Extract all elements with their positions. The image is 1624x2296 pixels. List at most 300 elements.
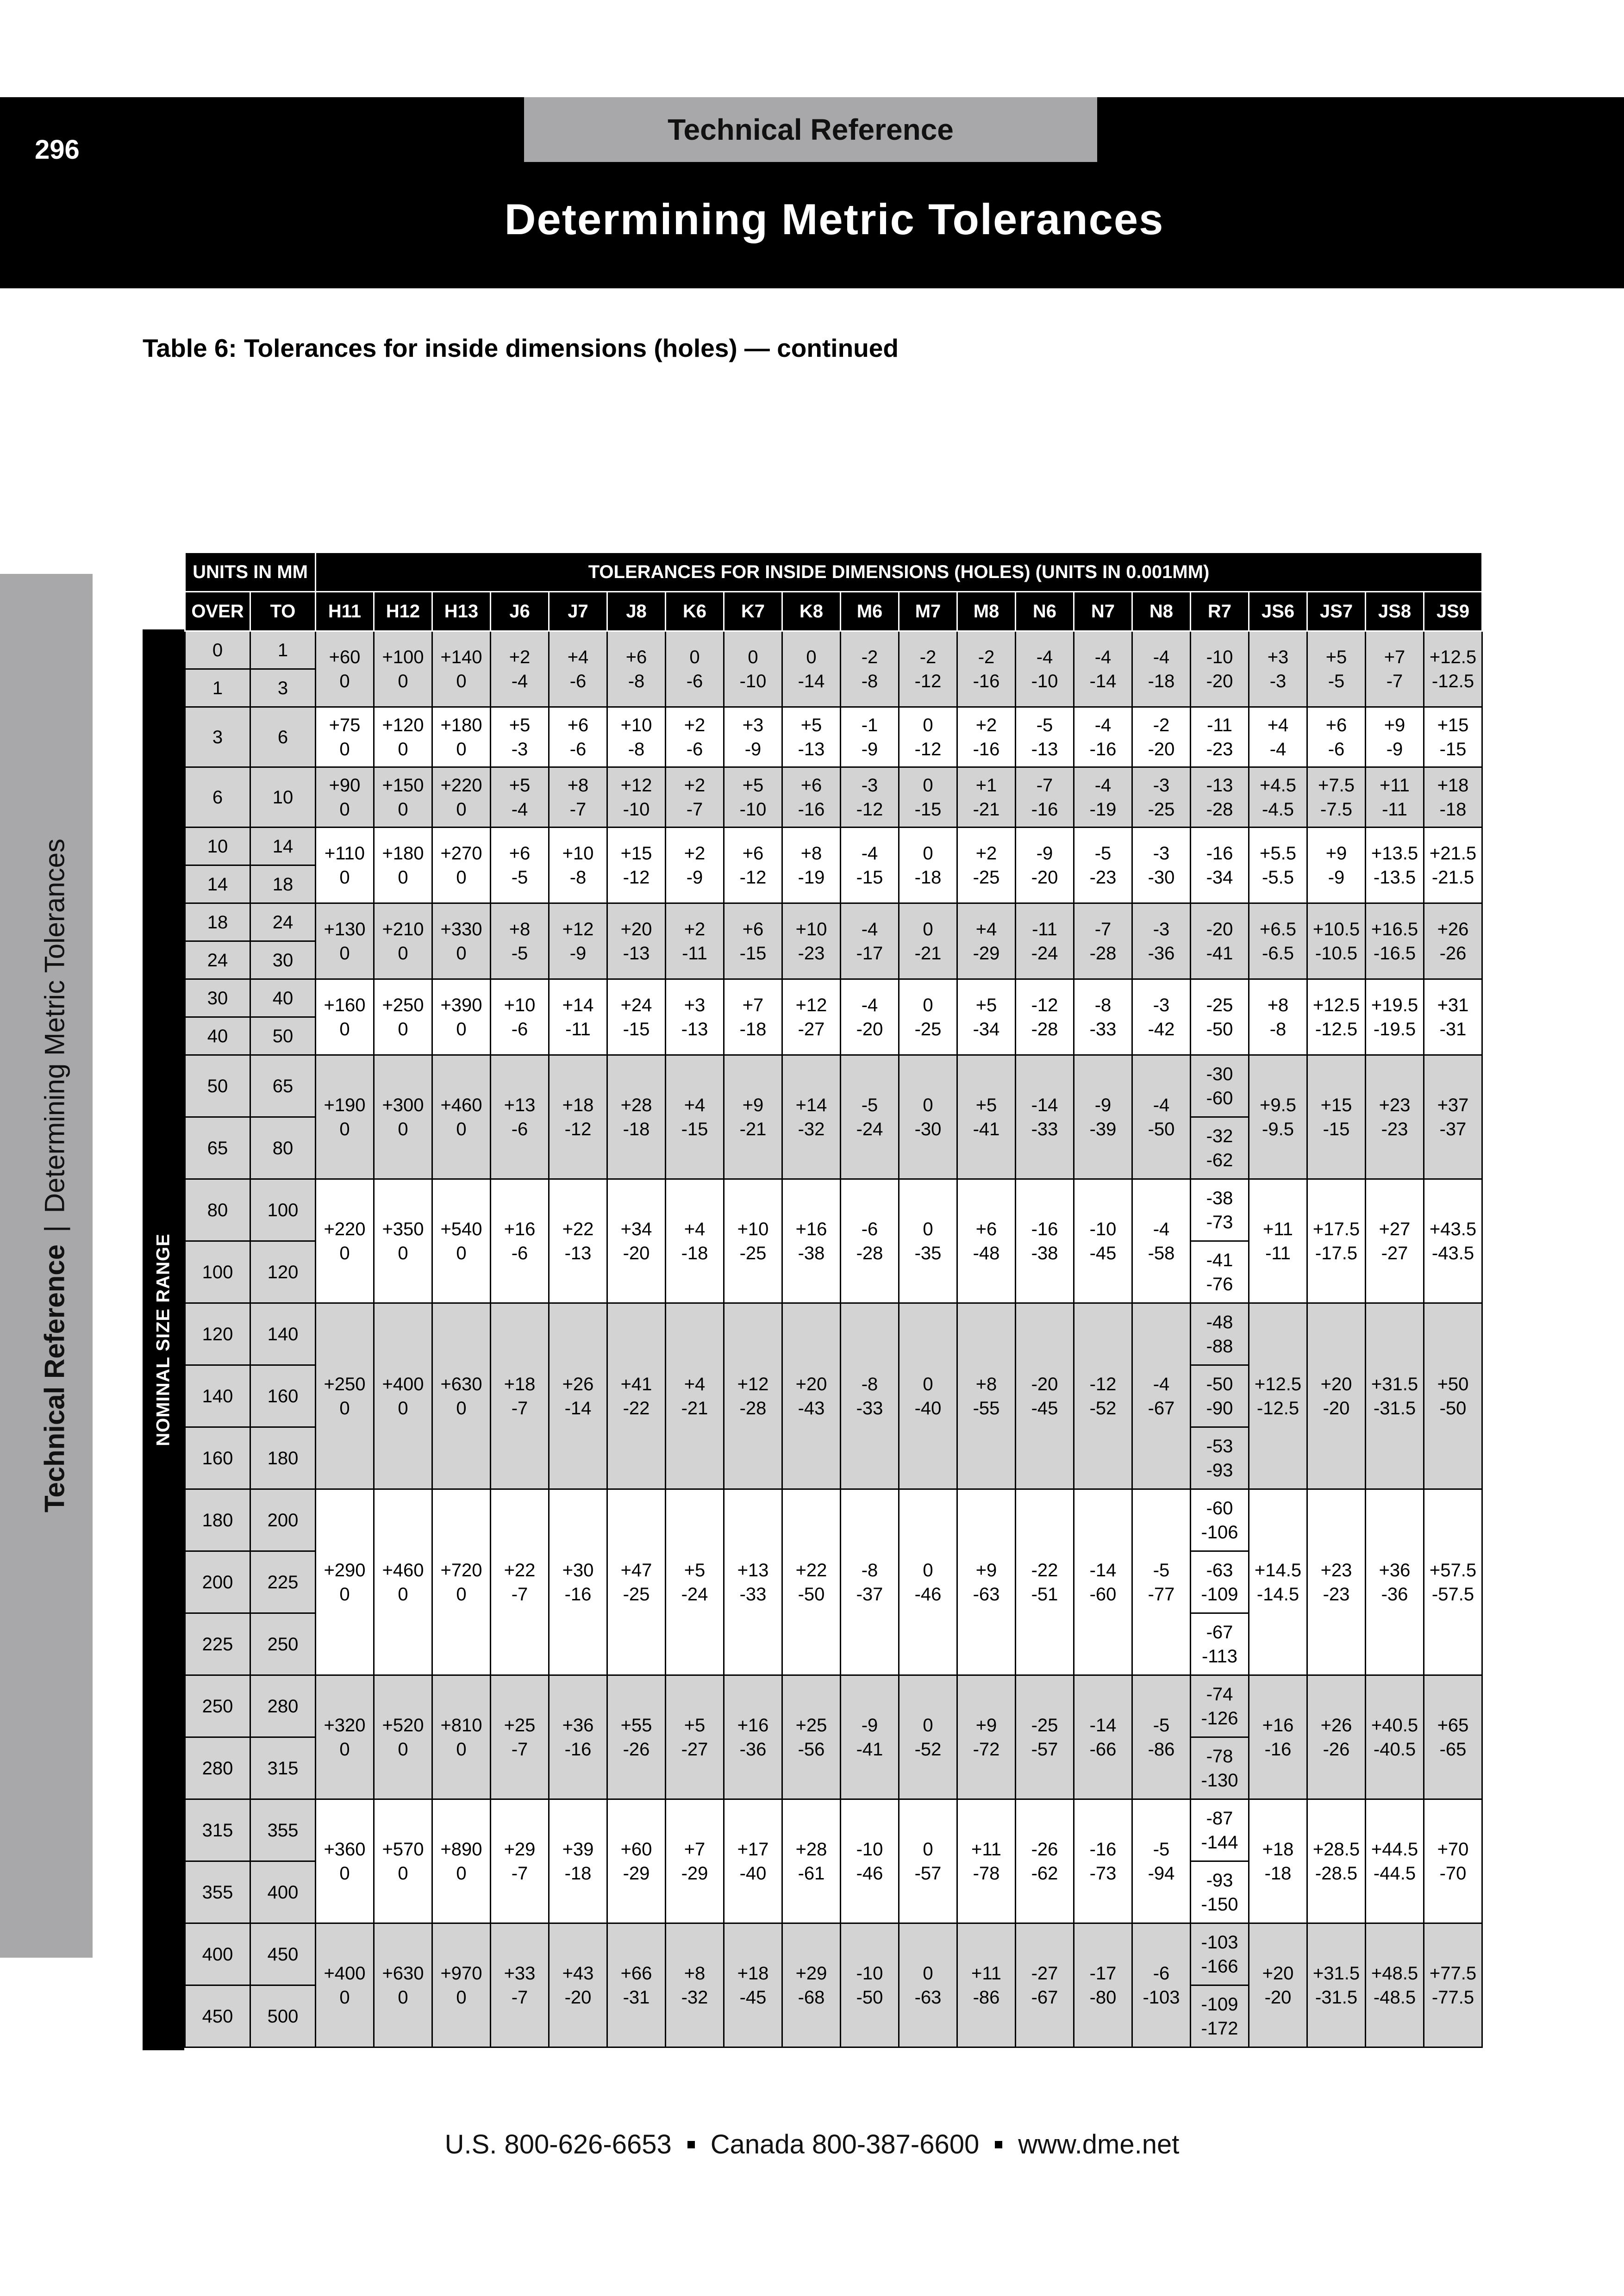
tolerance-value-cell <box>1191 631 1249 707</box>
lower-deviation: -113 <box>1201 1646 1238 1667</box>
lower-deviation: -67 <box>1148 1398 1175 1419</box>
tolerance-value-cell <box>899 1675 957 1799</box>
upper-deviation: +29 <box>504 1839 536 1860</box>
upper-deviation: -93 <box>1206 1870 1233 1891</box>
tolerance-value-cell <box>491 979 549 1055</box>
lower-deviation: -7 <box>511 1987 528 2008</box>
r7-value-cell <box>1191 1613 1249 1675</box>
tolerance-value-cell <box>1249 767 1307 828</box>
r7-value-cell <box>1191 1303 1249 1365</box>
lower-deviation: -86 <box>1148 1739 1175 1760</box>
upper-deviation: +400 <box>324 1963 366 1984</box>
lower-deviation: -8 <box>628 671 645 691</box>
col-header: JS8 <box>1366 592 1424 631</box>
upper-deviation: +16 <box>1262 1715 1294 1736</box>
upper-deviation: -26 <box>1031 1839 1058 1860</box>
upper-deviation: +65 <box>1437 1715 1469 1736</box>
lower-deviation: -6 <box>569 671 587 691</box>
lower-deviation: -7 <box>511 1398 528 1419</box>
lower-deviation: -40.5 <box>1373 1739 1416 1760</box>
upper-deviation: -3 <box>861 775 878 796</box>
upper-deviation: +7 <box>1384 647 1405 667</box>
lower-deviation: 0 <box>339 1243 350 1263</box>
lower-deviation: -8 <box>569 867 587 888</box>
upper-deviation: -7 <box>1094 919 1112 940</box>
tolerance-value-cell <box>374 1489 432 1675</box>
upper-deviation: +360 <box>324 1839 366 1860</box>
upper-deviation: +31.5 <box>1371 1374 1418 1394</box>
upper-deviation: 0 <box>923 1219 933 1239</box>
upper-deviation: +12.5 <box>1254 1374 1302 1394</box>
upper-deviation: +290 <box>324 1560 366 1580</box>
upper-deviation: -5 <box>1153 1715 1170 1736</box>
upper-deviation: +15 <box>1320 1095 1352 1115</box>
tolerance-value-cell <box>491 1675 549 1799</box>
upper-deviation: +6 <box>742 919 764 940</box>
upper-deviation: +16 <box>737 1715 769 1736</box>
tolerance-value-cell <box>666 707 724 767</box>
lower-deviation: -18 <box>1439 799 1467 820</box>
lower-deviation: -32 <box>681 1987 708 2008</box>
lower-deviation: -25 <box>739 1243 767 1263</box>
lower-deviation: -31.5 <box>1315 1987 1358 2008</box>
lower-deviation: 0 <box>339 1739 350 1760</box>
tolerance-value-cell <box>374 1055 432 1179</box>
size-over-cell: 80 <box>185 1179 250 1241</box>
tolerance-value-cell <box>1366 767 1424 828</box>
lower-deviation: -24 <box>681 1584 708 1605</box>
upper-deviation: 0 <box>923 1839 933 1860</box>
upper-deviation: -4 <box>1036 647 1053 667</box>
tolerance-value-cell <box>1424 979 1482 1055</box>
lower-deviation: -13 <box>623 943 650 964</box>
tolerance-value-cell <box>841 828 899 903</box>
tolerance-value-cell <box>1074 1799 1132 1923</box>
upper-deviation: +26 <box>562 1374 594 1394</box>
upper-deviation: +77.5 <box>1429 1963 1477 1984</box>
tolerance-value-cell <box>316 631 374 707</box>
upper-deviation: -63 <box>1206 1560 1233 1580</box>
tolerance-value-cell <box>607 828 666 903</box>
tolerance-value-cell <box>782 1179 841 1303</box>
upper-deviation: -78 <box>1206 1746 1233 1767</box>
col-header: H11 <box>316 592 374 631</box>
tolerance-value-cell <box>316 1675 374 1799</box>
upper-deviation: +220 <box>440 775 482 796</box>
upper-deviation: +31.5 <box>1312 1963 1360 1984</box>
tolerance-value-cell <box>899 631 957 707</box>
upper-deviation: +6 <box>975 1219 997 1239</box>
tolerance-value-cell <box>1424 1055 1482 1179</box>
upper-deviation: +48.5 <box>1371 1963 1418 1984</box>
lower-deviation: 0 <box>339 739 350 759</box>
lower-deviation: -12 <box>564 1119 592 1139</box>
tolerance-value-cell <box>1074 707 1132 767</box>
upper-deviation: 0 <box>923 919 933 940</box>
upper-deviation: +41 <box>620 1374 652 1394</box>
tolerance-value-cell <box>1366 828 1424 903</box>
r7-value-cell <box>1191 1985 1249 2047</box>
lower-deviation: -14 <box>564 1398 592 1419</box>
lower-deviation: -11 <box>682 943 707 964</box>
tolerance-value-cell <box>1249 1055 1307 1179</box>
tolerance-value-cell <box>666 1055 724 1179</box>
upper-deviation: -4 <box>1094 647 1112 667</box>
tolerance-value-cell <box>316 1489 374 1675</box>
lower-deviation: -38 <box>798 1243 825 1263</box>
lower-deviation: -12 <box>914 671 942 691</box>
lower-deviation: -20 <box>1206 671 1233 691</box>
tolerance-value-cell <box>1249 903 1307 979</box>
tolerance-value-cell <box>724 828 782 903</box>
lower-deviation: -6.5 <box>1262 943 1294 964</box>
tolerance-value-cell <box>957 1179 1016 1303</box>
upper-deviation: +26 <box>1437 919 1469 940</box>
footer-contact <box>0 2129 1624 2160</box>
upper-deviation: +4 <box>567 647 589 667</box>
lower-deviation: -14 <box>1089 671 1117 691</box>
lower-deviation: -103 <box>1143 1987 1180 2008</box>
lower-deviation: -13 <box>1031 739 1058 759</box>
upper-deviation: -1 <box>861 715 878 735</box>
upper-deviation: -22 <box>1031 1560 1058 1580</box>
lower-deviation: 0 <box>339 1987 350 2008</box>
lower-deviation: -9 <box>1328 867 1345 888</box>
tolerance-value-cell <box>1016 1799 1074 1923</box>
lower-deviation: -109 <box>1201 1584 1238 1605</box>
upper-deviation: +9 <box>975 1560 997 1580</box>
lower-deviation: -50 <box>1206 1019 1233 1039</box>
lower-deviation: -10 <box>623 799 650 820</box>
size-over-cell: 14 <box>185 865 250 903</box>
tolerance-value-cell <box>549 903 607 979</box>
upper-deviation: +8 <box>800 843 822 864</box>
upper-deviation: -41 <box>1206 1250 1233 1270</box>
table-row <box>185 1675 1482 1737</box>
lower-deviation: -6 <box>1328 739 1345 759</box>
tolerance-value-cell <box>432 707 491 767</box>
tolerance-value-cell <box>1074 1675 1132 1799</box>
lower-deviation: -20 <box>1323 1398 1350 1419</box>
upper-deviation: +3 <box>684 995 706 1015</box>
lower-deviation: -106 <box>1201 1522 1238 1543</box>
upper-deviation: +23 <box>1379 1095 1411 1115</box>
tolerance-value-cell <box>1132 979 1191 1055</box>
tolerance-value-cell <box>1132 707 1191 767</box>
tolerance-value-cell <box>491 903 549 979</box>
tolerance-value-cell <box>549 1489 607 1675</box>
tolerance-value-cell <box>957 1675 1016 1799</box>
upper-deviation: 0 <box>923 1715 933 1736</box>
lower-deviation: -27 <box>681 1739 708 1760</box>
upper-deviation: +5 <box>800 715 822 735</box>
tolerance-value-cell <box>1074 828 1132 903</box>
size-to-cell: 450 <box>250 1923 316 1985</box>
tolerance-value-cell <box>1366 707 1424 767</box>
tolerance-value-cell <box>724 1799 782 1923</box>
upper-deviation: +350 <box>382 1219 424 1239</box>
lower-deviation: -65 <box>1439 1739 1467 1760</box>
lower-deviation: -16 <box>798 799 825 820</box>
tolerance-value-cell <box>841 1055 899 1179</box>
upper-deviation: +220 <box>324 1219 366 1239</box>
upper-deviation: +23 <box>1320 1560 1352 1580</box>
upper-deviation: +460 <box>440 1095 482 1115</box>
tolerance-value-cell <box>1249 1179 1307 1303</box>
col-header: M7 <box>899 592 957 631</box>
tolerance-value-cell <box>724 903 782 979</box>
table-row <box>185 707 1482 767</box>
tolerance-value-cell <box>957 767 1016 828</box>
tolerance-value-cell <box>957 1303 1016 1489</box>
lower-deviation: 0 <box>398 1987 408 2008</box>
lower-deviation: -8 <box>628 739 645 759</box>
lower-deviation: -88 <box>1206 1336 1233 1356</box>
lower-deviation: -90 <box>1206 1398 1233 1419</box>
upper-deviation: +13.5 <box>1371 843 1418 864</box>
upper-deviation: +10 <box>795 919 827 940</box>
tolerance-value-cell <box>1307 903 1366 979</box>
page-title: Determining Metric Tolerances <box>504 195 1164 243</box>
upper-deviation: -14 <box>1089 1560 1117 1580</box>
upper-deviation: -5 <box>1153 1839 1170 1860</box>
upper-deviation: +31 <box>1437 995 1469 1015</box>
lower-deviation: 0 <box>456 1398 467 1419</box>
size-over-cell: 280 <box>185 1737 250 1799</box>
upper-deviation: +14 <box>562 995 594 1015</box>
tolerance-value-cell <box>607 903 666 979</box>
lower-deviation: -7 <box>569 799 587 820</box>
tolerance-value-cell <box>899 1799 957 1923</box>
upper-deviation: -20 <box>1031 1374 1058 1394</box>
lower-deviation: -6 <box>686 671 703 691</box>
upper-deviation: +9.5 <box>1260 1095 1296 1115</box>
lower-deviation: -14 <box>798 671 825 691</box>
tolerance-value-cell <box>316 1923 374 2047</box>
upper-deviation: +18 <box>562 1095 594 1115</box>
lower-deviation: 0 <box>456 1019 467 1039</box>
upper-deviation: +40.5 <box>1371 1715 1418 1736</box>
upper-deviation: +520 <box>382 1715 424 1736</box>
lower-deviation: -23 <box>798 943 825 964</box>
upper-deviation: -16 <box>1089 1839 1117 1860</box>
side-tab-primary: Technical Reference <box>39 1244 70 1512</box>
upper-deviation: +21.5 <box>1429 843 1477 864</box>
upper-deviation: -6 <box>1153 1963 1170 1984</box>
upper-deviation: +12 <box>737 1374 769 1394</box>
upper-deviation: +4 <box>975 919 997 940</box>
lower-deviation: -31.5 <box>1373 1398 1416 1419</box>
tolerance-value-cell <box>724 1675 782 1799</box>
upper-deviation: +10 <box>562 843 594 864</box>
lower-deviation: -40 <box>914 1398 942 1419</box>
tolerance-value-cell <box>1191 903 1249 979</box>
lower-deviation: -41 <box>1206 943 1233 964</box>
lower-deviation: -33 <box>739 1584 767 1605</box>
upper-deviation: -2 <box>919 647 937 667</box>
lower-deviation: -9 <box>1386 739 1403 759</box>
lower-deviation: 0 <box>339 1398 350 1419</box>
lower-deviation: -4.5 <box>1262 799 1294 820</box>
tolerance-value-cell <box>841 1923 899 2047</box>
lower-deviation: -15 <box>681 1119 708 1139</box>
tolerance-value-cell <box>432 767 491 828</box>
footer-website: www.dme.net <box>1018 2129 1180 2159</box>
size-to-cell: 140 <box>250 1303 316 1365</box>
upper-deviation: +3 <box>1267 647 1289 667</box>
upper-deviation: +5 <box>509 775 531 796</box>
tolerance-value-cell <box>1424 1489 1482 1675</box>
lower-deviation: 0 <box>339 799 350 820</box>
tolerance-value-cell <box>491 1055 549 1179</box>
lower-deviation: 0 <box>339 867 350 888</box>
tolerance-value-cell <box>1366 1675 1424 1799</box>
tolerance-value-cell <box>432 1055 491 1179</box>
tolerance-value-cell <box>1366 1055 1424 1179</box>
size-over-cell: 140 <box>185 1365 250 1427</box>
upper-deviation: -3 <box>1153 775 1170 796</box>
upper-deviation: +250 <box>324 1374 366 1394</box>
lower-deviation: 0 <box>456 739 467 759</box>
lower-deviation: -66 <box>1089 1739 1117 1760</box>
upper-deviation: -38 <box>1206 1188 1233 1208</box>
lower-deviation: -12 <box>856 799 883 820</box>
lower-deviation: -41 <box>973 1119 1000 1139</box>
col-header: K7 <box>724 592 782 631</box>
upper-deviation: +4.5 <box>1260 775 1296 796</box>
upper-deviation: +5 <box>509 715 531 735</box>
tolerance-value-cell <box>1132 631 1191 707</box>
upper-deviation: +13 <box>737 1560 769 1580</box>
size-over-cell: 225 <box>185 1613 250 1675</box>
upper-deviation: +34 <box>620 1219 652 1239</box>
tolerance-value-cell <box>1074 903 1132 979</box>
tolerance-value-cell <box>491 1179 549 1303</box>
tolerance-value-cell <box>491 828 549 903</box>
upper-deviation: -2 <box>978 647 995 667</box>
bullet-icon <box>687 2141 695 2148</box>
upper-deviation: -74 <box>1206 1684 1233 1705</box>
upper-deviation: +2 <box>684 843 706 864</box>
lower-deviation: -77.5 <box>1431 1987 1474 2008</box>
lower-deviation: -29 <box>973 943 1000 964</box>
upper-deviation: +9 <box>1384 715 1405 735</box>
tolerance-value-cell <box>1424 1179 1482 1303</box>
tolerance-value-cell <box>432 828 491 903</box>
lower-deviation: -55 <box>973 1398 1000 1419</box>
upper-deviation: -4 <box>1153 1219 1170 1239</box>
tolerance-value-cell <box>666 631 724 707</box>
col-header: M6 <box>841 592 899 631</box>
tolerance-value-cell <box>432 979 491 1055</box>
upper-deviation: +27 <box>1379 1219 1411 1239</box>
lower-deviation: -23 <box>1381 1119 1408 1139</box>
tolerance-value-cell <box>1424 903 1482 979</box>
upper-deviation: 0 <box>923 1963 933 1984</box>
upper-deviation: -7 <box>1036 775 1053 796</box>
upper-deviation: +390 <box>440 995 482 1015</box>
upper-deviation: +9 <box>1325 843 1347 864</box>
lower-deviation: -25 <box>623 1584 650 1605</box>
lower-deviation: -18 <box>564 1863 592 1884</box>
table-row <box>185 1303 1482 1365</box>
lower-deviation: 0 <box>456 1243 467 1263</box>
lower-deviation: -78 <box>973 1863 1000 1884</box>
upper-deviation: +180 <box>382 843 424 864</box>
size-over-cell: 30 <box>185 979 250 1017</box>
upper-deviation: -6 <box>861 1219 878 1239</box>
tolerance-value-cell <box>432 1489 491 1675</box>
table-row <box>185 767 1482 828</box>
upper-deviation: +4 <box>684 1374 706 1394</box>
upper-deviation: +6 <box>509 843 531 864</box>
upper-deviation: +11 <box>1380 775 1410 796</box>
lower-deviation: -21.5 <box>1431 867 1474 888</box>
lower-deviation: -52 <box>1089 1398 1117 1419</box>
tolerance-value-cell <box>1249 979 1307 1055</box>
upper-deviation: +9 <box>742 1095 764 1115</box>
upper-deviation: +250 <box>382 995 424 1015</box>
tolerance-value-cell <box>666 979 724 1055</box>
size-over-cell: 50 <box>185 1055 250 1117</box>
tolerance-value-cell <box>666 1179 724 1303</box>
tolerance-value-cell <box>841 707 899 767</box>
lower-deviation: -144 <box>1201 1832 1238 1853</box>
col-header: N7 <box>1074 592 1132 631</box>
tolerance-value-cell <box>549 1055 607 1179</box>
lower-deviation: -36 <box>739 1739 767 1760</box>
tolerance-value-cell <box>1074 1923 1132 2047</box>
r7-value-cell <box>1191 1365 1249 1427</box>
col-header: K6 <box>666 592 724 631</box>
lower-deviation: -16 <box>1264 1739 1292 1760</box>
tolerance-value-cell <box>899 903 957 979</box>
lower-deviation: -20 <box>1264 1987 1292 2008</box>
upper-deviation: -10 <box>1206 647 1233 667</box>
tolerance-value-cell <box>1307 707 1366 767</box>
lower-deviation: -94 <box>1148 1863 1175 1884</box>
upper-deviation: -13 <box>1206 775 1233 796</box>
tolerance-value-cell <box>374 828 432 903</box>
size-over-cell: 400 <box>185 1923 250 1985</box>
upper-deviation: +44.5 <box>1371 1839 1418 1860</box>
lower-deviation: -15 <box>1439 739 1467 759</box>
col-header-to: TO <box>250 592 316 631</box>
lower-deviation: 0 <box>339 1863 350 1884</box>
lower-deviation: -16 <box>973 671 1000 691</box>
tolerance-value-cell <box>607 707 666 767</box>
upper-deviation: -4 <box>1153 647 1170 667</box>
lower-deviation: -70 <box>1439 1863 1467 1884</box>
tolerance-value-cell <box>1132 1303 1191 1489</box>
tolerance-value-cell <box>374 903 432 979</box>
lower-deviation: -21 <box>739 1119 767 1139</box>
tolerance-value-cell <box>899 1923 957 2047</box>
tolerance-value-cell <box>1074 1179 1132 1303</box>
lower-deviation: -63 <box>973 1584 1000 1605</box>
lower-deviation: -12 <box>623 867 650 888</box>
lower-deviation: -37 <box>1439 1119 1467 1139</box>
tolerance-value-cell <box>1249 1923 1307 2047</box>
lower-deviation: 0 <box>456 1584 467 1605</box>
size-over-cell: 24 <box>185 941 250 979</box>
upper-deviation: +7 <box>742 995 764 1015</box>
upper-deviation: +810 <box>440 1715 482 1736</box>
tolerance-value-cell <box>1016 1303 1074 1489</box>
lower-deviation: -33 <box>1031 1119 1058 1139</box>
tolerance-value-cell <box>1132 1489 1191 1675</box>
tolerance-value-cell <box>1366 979 1424 1055</box>
